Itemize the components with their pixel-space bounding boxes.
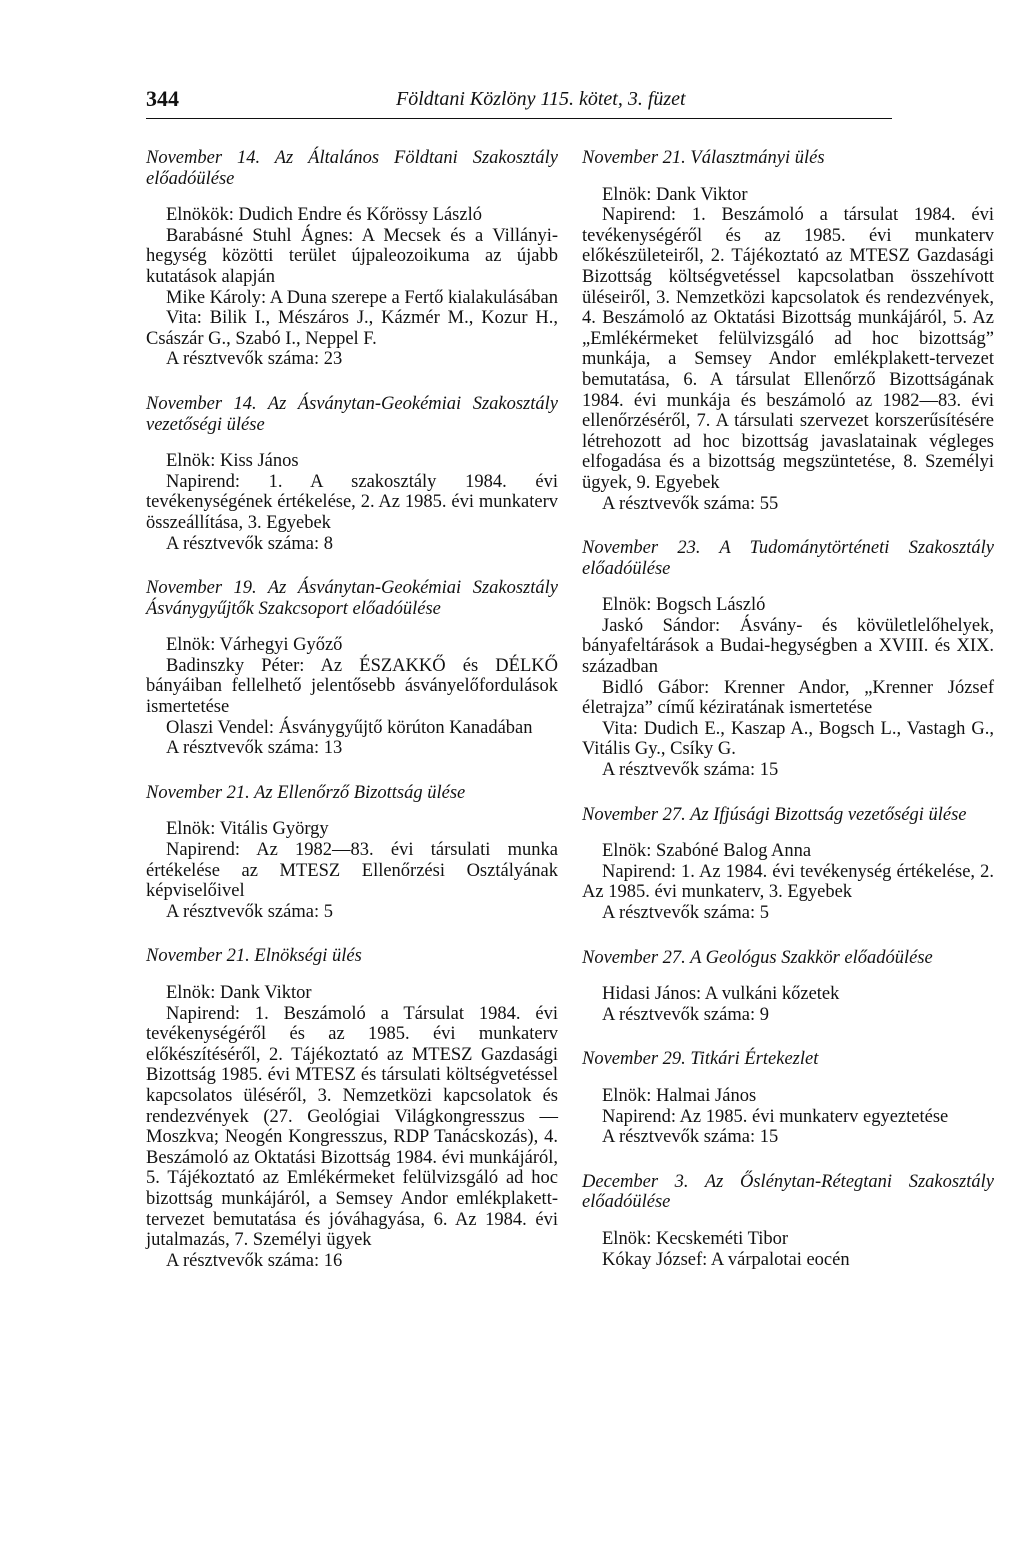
meeting-title: November 21. Elnökségi ülés (146, 946, 362, 967)
meeting-line: Hidasi János: A vulkáni kőzetek (602, 984, 840, 1005)
meeting-line: A résztvevők száma: 23 (166, 349, 343, 370)
meeting-line: A résztvevők száma: 9 (602, 1004, 769, 1025)
meeting-line: Napirend: Az 1985. évi munkaterv egyeztetése (602, 1106, 949, 1127)
page-header (146, 86, 892, 119)
meeting-line: Elnök: Vitális György (166, 819, 329, 840)
meeting-entry (582, 148, 994, 514)
left-column (146, 148, 558, 1271)
section-gap (146, 922, 558, 946)
meeting-title: November 14. Az Ásványtan-Geokémiai Szakosztály vezetőségi ülése (146, 393, 558, 435)
meeting-title: November 29. Titkári Értekezlet (582, 1049, 819, 1070)
meeting-line: Elnök: Halmai János (602, 1085, 757, 1106)
meeting-line: Elnök: Dank Viktor (166, 983, 312, 1003)
meeting-title: November 21. Az Ellenőrző Bizottság ülése (146, 782, 466, 803)
meeting-line: Barabásné Stuhl Ágnes: A Mecsek és a Villányi-hegység közötti terület újpaleozoikuma az újabb kutatások alapján (146, 225, 558, 287)
section-gap (582, 1148, 994, 1172)
meeting-line: Elnök: Kecskeméti Tibor (602, 1228, 789, 1249)
section-gap (146, 759, 558, 783)
meeting-line: Bidló Gábor: Krenner Andor, „Krenner József életrajza” című kéziratának ismertetése (582, 677, 994, 719)
section-gap (582, 1025, 994, 1049)
meeting-line: Napirend: Az 1982—83. évi társulati munka értékelése az MTESZ Ellenőrzési Osztályának képviselőivel (146, 840, 558, 902)
meeting-entry (582, 1049, 994, 1147)
meeting-line: Elnök: Dank Viktor (602, 184, 748, 205)
right-column (582, 148, 994, 1270)
meeting-entry (146, 148, 558, 370)
meeting-line: Napirend: 1. Beszámoló a Társulat 1984. évi tevékenységéről és az 1985. évi munkaterv előkészítéséről, 2. Tájékoztató az MTESZ Gazdasági Bizottság 1985. évi MTESZ és társulati költségvetéssel kapcsolatos üléséről, 3. Nemzetközi kapcsolatok és rendezvények (27. Geológiai Világkongresszus — Moszkva; Neogén Kongresszus, RDP Tanácskozás), 4. Beszámoló az Oktatási Bizottság 1984. évi munkájáról, 5. Tájékoztató az Emlékérmeket felülvizsgáló ad hoc bizottság munkájáról, a Semsey Andor emlékplakett-tervezet bemutatása és jóváhagyása, 6. Az 1984. évi jutalmazás, 7. Személyi ügyek (146, 1003, 558, 1251)
meeting-line: Mike Károly: A Duna szerepe a Fertő kialakulásában (166, 287, 558, 308)
meeting-title: November 21. Választmányi ülés (582, 148, 825, 168)
meeting-line: A résztvevők száma: 5 (602, 903, 769, 923)
meeting-line: A résztvevők száma: 13 (166, 738, 343, 759)
meeting-line: Elnök: Kiss János (166, 451, 299, 472)
meeting-entry (582, 948, 994, 1026)
meeting-title: November 27. Az Ifjúsági Bizottság vezetőségi ülése (582, 804, 967, 825)
section-gap (146, 370, 558, 394)
running-title: Földtani Közlöny 115. kötet, 3. füzet (396, 88, 686, 110)
section-gap (582, 781, 994, 805)
section-gap (146, 554, 558, 578)
meeting-title: November 23. A Tudománytörténeti Szakosztály előadóülése (582, 538, 994, 579)
meeting-title: December 3. Az Őslénytan-Rétegtani Szakosztály előadóülése (582, 1171, 994, 1213)
meeting-line: A résztvevők száma: 55 (602, 493, 779, 514)
meeting-line: A résztvevők száma: 15 (602, 1127, 779, 1148)
section-gap (582, 514, 994, 538)
meeting-line: Napirend: 1. Beszámoló a társulat 1984. évi tevékenységéről és az 1985. évi munkaterv előkészületeiről, 2. Tájékoztató az MTESZ Gazdasági Bizottság költségvetéssel kapcsolatban összehívott üléseiről, 3. Nemzetközi kapcsolatok és rendezvények, 4. Beszámoló az Oktatási Bizottság munkájáról, 5. Az „Emlékérmeket felülvizsgáló ad hoc bizottság” munkája, a Semsey Andor emlékplakett-tervezet bemutatása, 6. A társulat Ellenőrző Bizottságának 1984. évi munkája és beszámoló az 1982—83. évi ellenőrzéséről, 7. A társulati szervezet korszerűsítésére létrehozott ad hoc bizottság javaslatainak végleges elfogadása és a bizottság megszüntetése, 8. Személyi ügyek, 9. Egyebek (582, 205, 994, 493)
meeting-line: A résztvevők száma: 16 (166, 1250, 343, 1271)
meeting-line: A résztvevők száma: 15 (602, 760, 779, 781)
meeting-entry (582, 538, 994, 781)
meeting-line: Vita: Dudich E., Kaszap A., Bogsch L., Vastagh G., Vitális Gy., Csíky G. (582, 718, 994, 760)
meeting-line: Napirend: 1. A szakosztály 1984. évi tevékenységének értékelése, 2. Az 1985. évi munkaterv összeállítása, 3. Egyebek (146, 471, 558, 533)
meeting-entry (146, 783, 558, 923)
meeting-line: Napirend: 1. Az 1984. évi tevékenység értékelése, 2. Az 1985. évi munkaterv, 3. Egyebek (582, 861, 994, 903)
meeting-entry (146, 946, 558, 1271)
meeting-line: Kókay József: A várpalotai eocén (602, 1249, 850, 1270)
meeting-line: Elnök: Bogsch László (602, 595, 766, 616)
meeting-line: Olaszi Vendel: Ásványgyűjtő körúton Kanadában (166, 717, 533, 738)
meeting-line: Elnök: Szabóné Balog Anna (602, 841, 812, 862)
meeting-title: November 27. A Geológus Szakkör előadóülése (582, 947, 933, 968)
meeting-line: A résztvevők száma: 8 (166, 533, 333, 554)
meeting-title: November 14. Az Általános Földtani Szakosztály előadóülése (146, 148, 558, 189)
meeting-entry (582, 805, 994, 924)
meeting-line: A résztvevők száma: 5 (166, 901, 333, 922)
meeting-line: Elnök: Várhegyi Győző (166, 635, 343, 656)
section-gap (582, 924, 994, 948)
meeting-line: Elnökök: Dudich Endre és Kőrössy László (166, 205, 482, 226)
meeting-entry (146, 578, 558, 759)
meeting-line: Vita: Bilik I., Mészáros J., Kázmér M., Kozur H., Császár G., Szabó I., Neppel F. (146, 308, 558, 349)
meeting-line: Jaskó Sándor: Ásvány- és kövületlelőhelyek, bányafeltárások a Budai-hegységben a XVIII. és XIX. században (582, 615, 994, 678)
meeting-title: November 19. Az Ásványtan-Geokémiai Szakosztály Ásványgyűjtők Szakcsoport előadóülése (146, 578, 558, 619)
meeting-entry (582, 1172, 994, 1270)
page-number: 344 (146, 86, 179, 111)
meeting-entry (146, 394, 558, 554)
meeting-line: Badinszky Péter: Az ÉSZAKKŐ és DÉLKŐ bányáiban fellelhető jelentősebb ásványelőfordulások ismertetése (146, 655, 558, 718)
